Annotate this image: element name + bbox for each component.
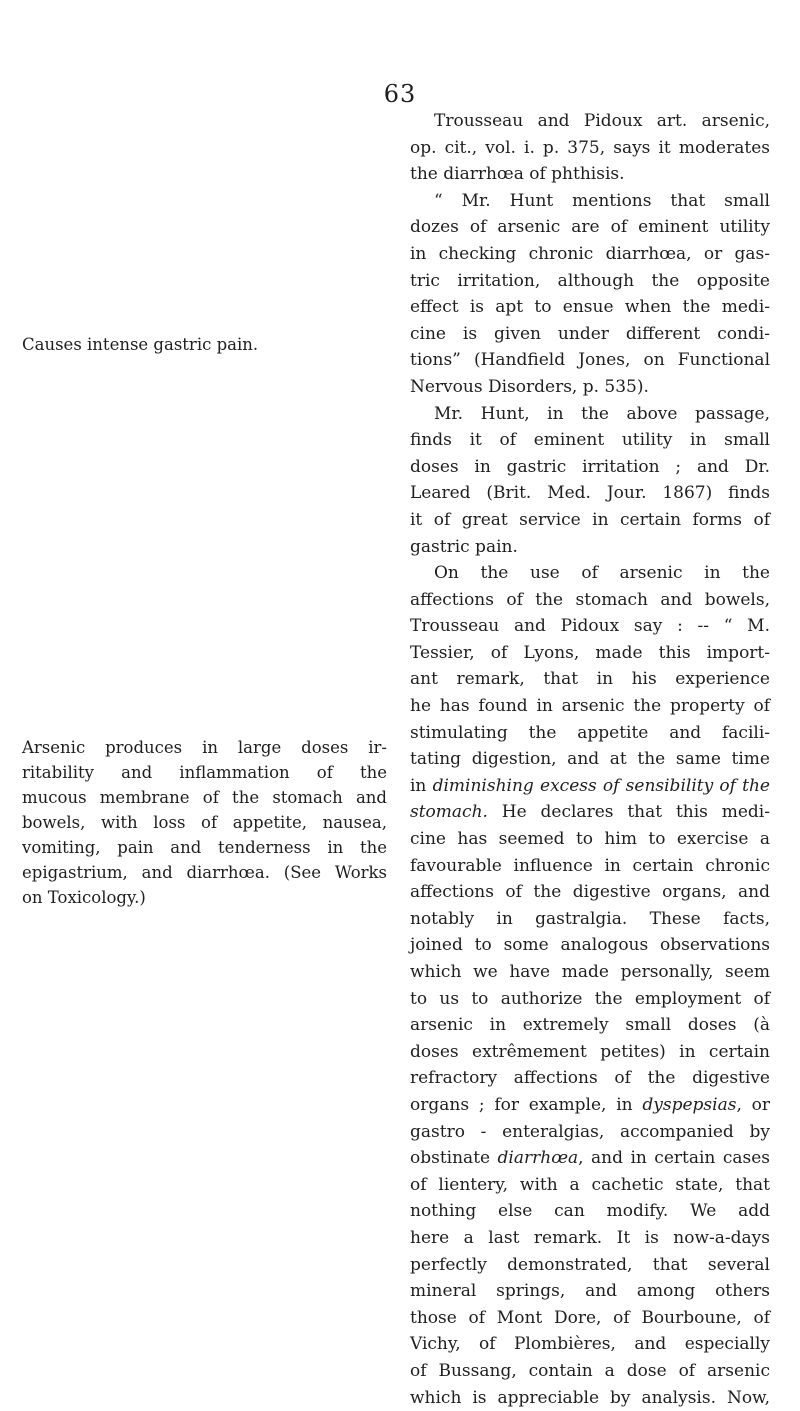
text-line: effect is apt to ensue when the medi- [410, 294, 770, 321]
text-line [410, 773, 770, 800]
sidenote-line: epigastrium, and diarrhœa. (See Works [22, 860, 387, 885]
text-line: it of great service in certain forms of [410, 507, 770, 534]
sidenote-line: Arsenic produces in large doses ir- [22, 735, 387, 760]
text-line: of lientery, with a cachetic state, that [410, 1172, 770, 1199]
text-line: gastro - enteralgias, accompanied by [410, 1119, 770, 1146]
italic-run: dyspepsias [642, 1095, 736, 1115]
text-line: to us to authorize the employment of [410, 986, 770, 1013]
text-line: Trousseau and Pidoux say : -- “ M. [410, 613, 770, 640]
text-line: tions” (Handfield Jones, on Functional [410, 347, 770, 374]
text-line: tric irritation, although the opposite [410, 268, 770, 295]
italic-run: diarrhœa [498, 1148, 579, 1168]
sidenote-line: mucous membrane of the stomach and [22, 785, 387, 810]
italic-run: diminishing excess of sensibility of the [433, 776, 770, 796]
text-line: Tessier, of Lyons, made this import- [410, 640, 770, 667]
italic-run: stomach. [410, 802, 488, 822]
text-line: affections of the digestive organs, and [410, 879, 770, 906]
text-line [410, 799, 770, 826]
text-line: the diarrhœa of phthisis. [410, 161, 770, 188]
sidenote-gastric-pain [22, 332, 387, 357]
text-line: arsenic in extremely small doses (à [410, 1012, 770, 1039]
text-line: perfectly demonstrated, that several [410, 1252, 770, 1279]
text-line: On the use of arsenic in the [410, 560, 770, 587]
sidenote-line: bowels, with loss of appetite, nausea, [22, 810, 387, 835]
text-run: obstinate [410, 1148, 498, 1168]
text-line: Trousseau and Pidoux art. arsenic, [410, 108, 770, 135]
text-line: which we have made personally, seem [410, 959, 770, 986]
text-line: Mr. Hunt, in the above passage, [410, 401, 770, 428]
sidenote-line: ritability and inflammation of the [22, 760, 387, 785]
text-run: organs ; for example, in [410, 1095, 642, 1115]
text-line: doses extrêmement petites) in certain [410, 1039, 770, 1066]
text-line: of Bussang, contain a dose of arsenic [410, 1358, 770, 1385]
text-run: He declares that this medi- [488, 802, 770, 822]
text-line: Nervous Disorders, p. 535). [410, 374, 770, 401]
sidenote-line: on Toxicology.) [22, 885, 387, 910]
text-line: he has found in arsenic the property of [410, 693, 770, 720]
text-line: doses in gastric irritation ; and Dr. [410, 454, 770, 481]
text-line: which is appreciable by analysis. Now, [410, 1385, 770, 1411]
main-text-column [410, 108, 770, 1411]
text-line: affections of the stomach and bowels, [410, 587, 770, 614]
page-number: 63 [0, 80, 800, 108]
text-line: here a last remark. It is now-a-days [410, 1225, 770, 1252]
sidenote-line: Causes intense gastric pain. [22, 332, 387, 357]
text-line: in checking chronic diarrhœa, or gas- [410, 241, 770, 268]
text-line: notably in gastralgia. These facts, [410, 906, 770, 933]
text-line: stimulating the appetite and facili- [410, 720, 770, 747]
text-line: joined to some analogous observations [410, 932, 770, 959]
text-run: , or [736, 1095, 770, 1115]
text-line: op. cit., vol. i. p. 375, says it moderates [410, 135, 770, 162]
text-line: dozes of arsenic are of eminent utility [410, 214, 770, 241]
text-line: favourable influence in certain chronic [410, 853, 770, 880]
text-line: mineral springs, and among others [410, 1278, 770, 1305]
text-line: nothing else can modify. We add [410, 1198, 770, 1225]
text-line: gastric pain. [410, 534, 770, 561]
text-run: in [410, 776, 433, 796]
text-line: ant remark, that in his experience [410, 666, 770, 693]
text-line: tating digestion, and at the same time [410, 746, 770, 773]
text-line: “ Mr. Hunt mentions that small [410, 188, 770, 215]
text-line: Leared (Brit. Med. Jour. 1867) finds [410, 480, 770, 507]
text-run: , and in certain cases [578, 1148, 770, 1168]
text-line: cine has seemed to him to exercise a [410, 826, 770, 853]
sidenote-line: vomiting, pain and tenderness in the [22, 835, 387, 860]
text-line: Vichy, of Plombières, and especially [410, 1331, 770, 1358]
text-line: those of Mont Dore, of Bourboune, of [410, 1305, 770, 1332]
text-line: cine is given under different condi- [410, 321, 770, 348]
text-line [410, 1092, 770, 1119]
text-line: refractory affections of the digestive [410, 1065, 770, 1092]
text-line [410, 1145, 770, 1172]
sidenote-arsenic-effects [22, 735, 387, 910]
text-line: finds it of eminent utility in small [410, 427, 770, 454]
